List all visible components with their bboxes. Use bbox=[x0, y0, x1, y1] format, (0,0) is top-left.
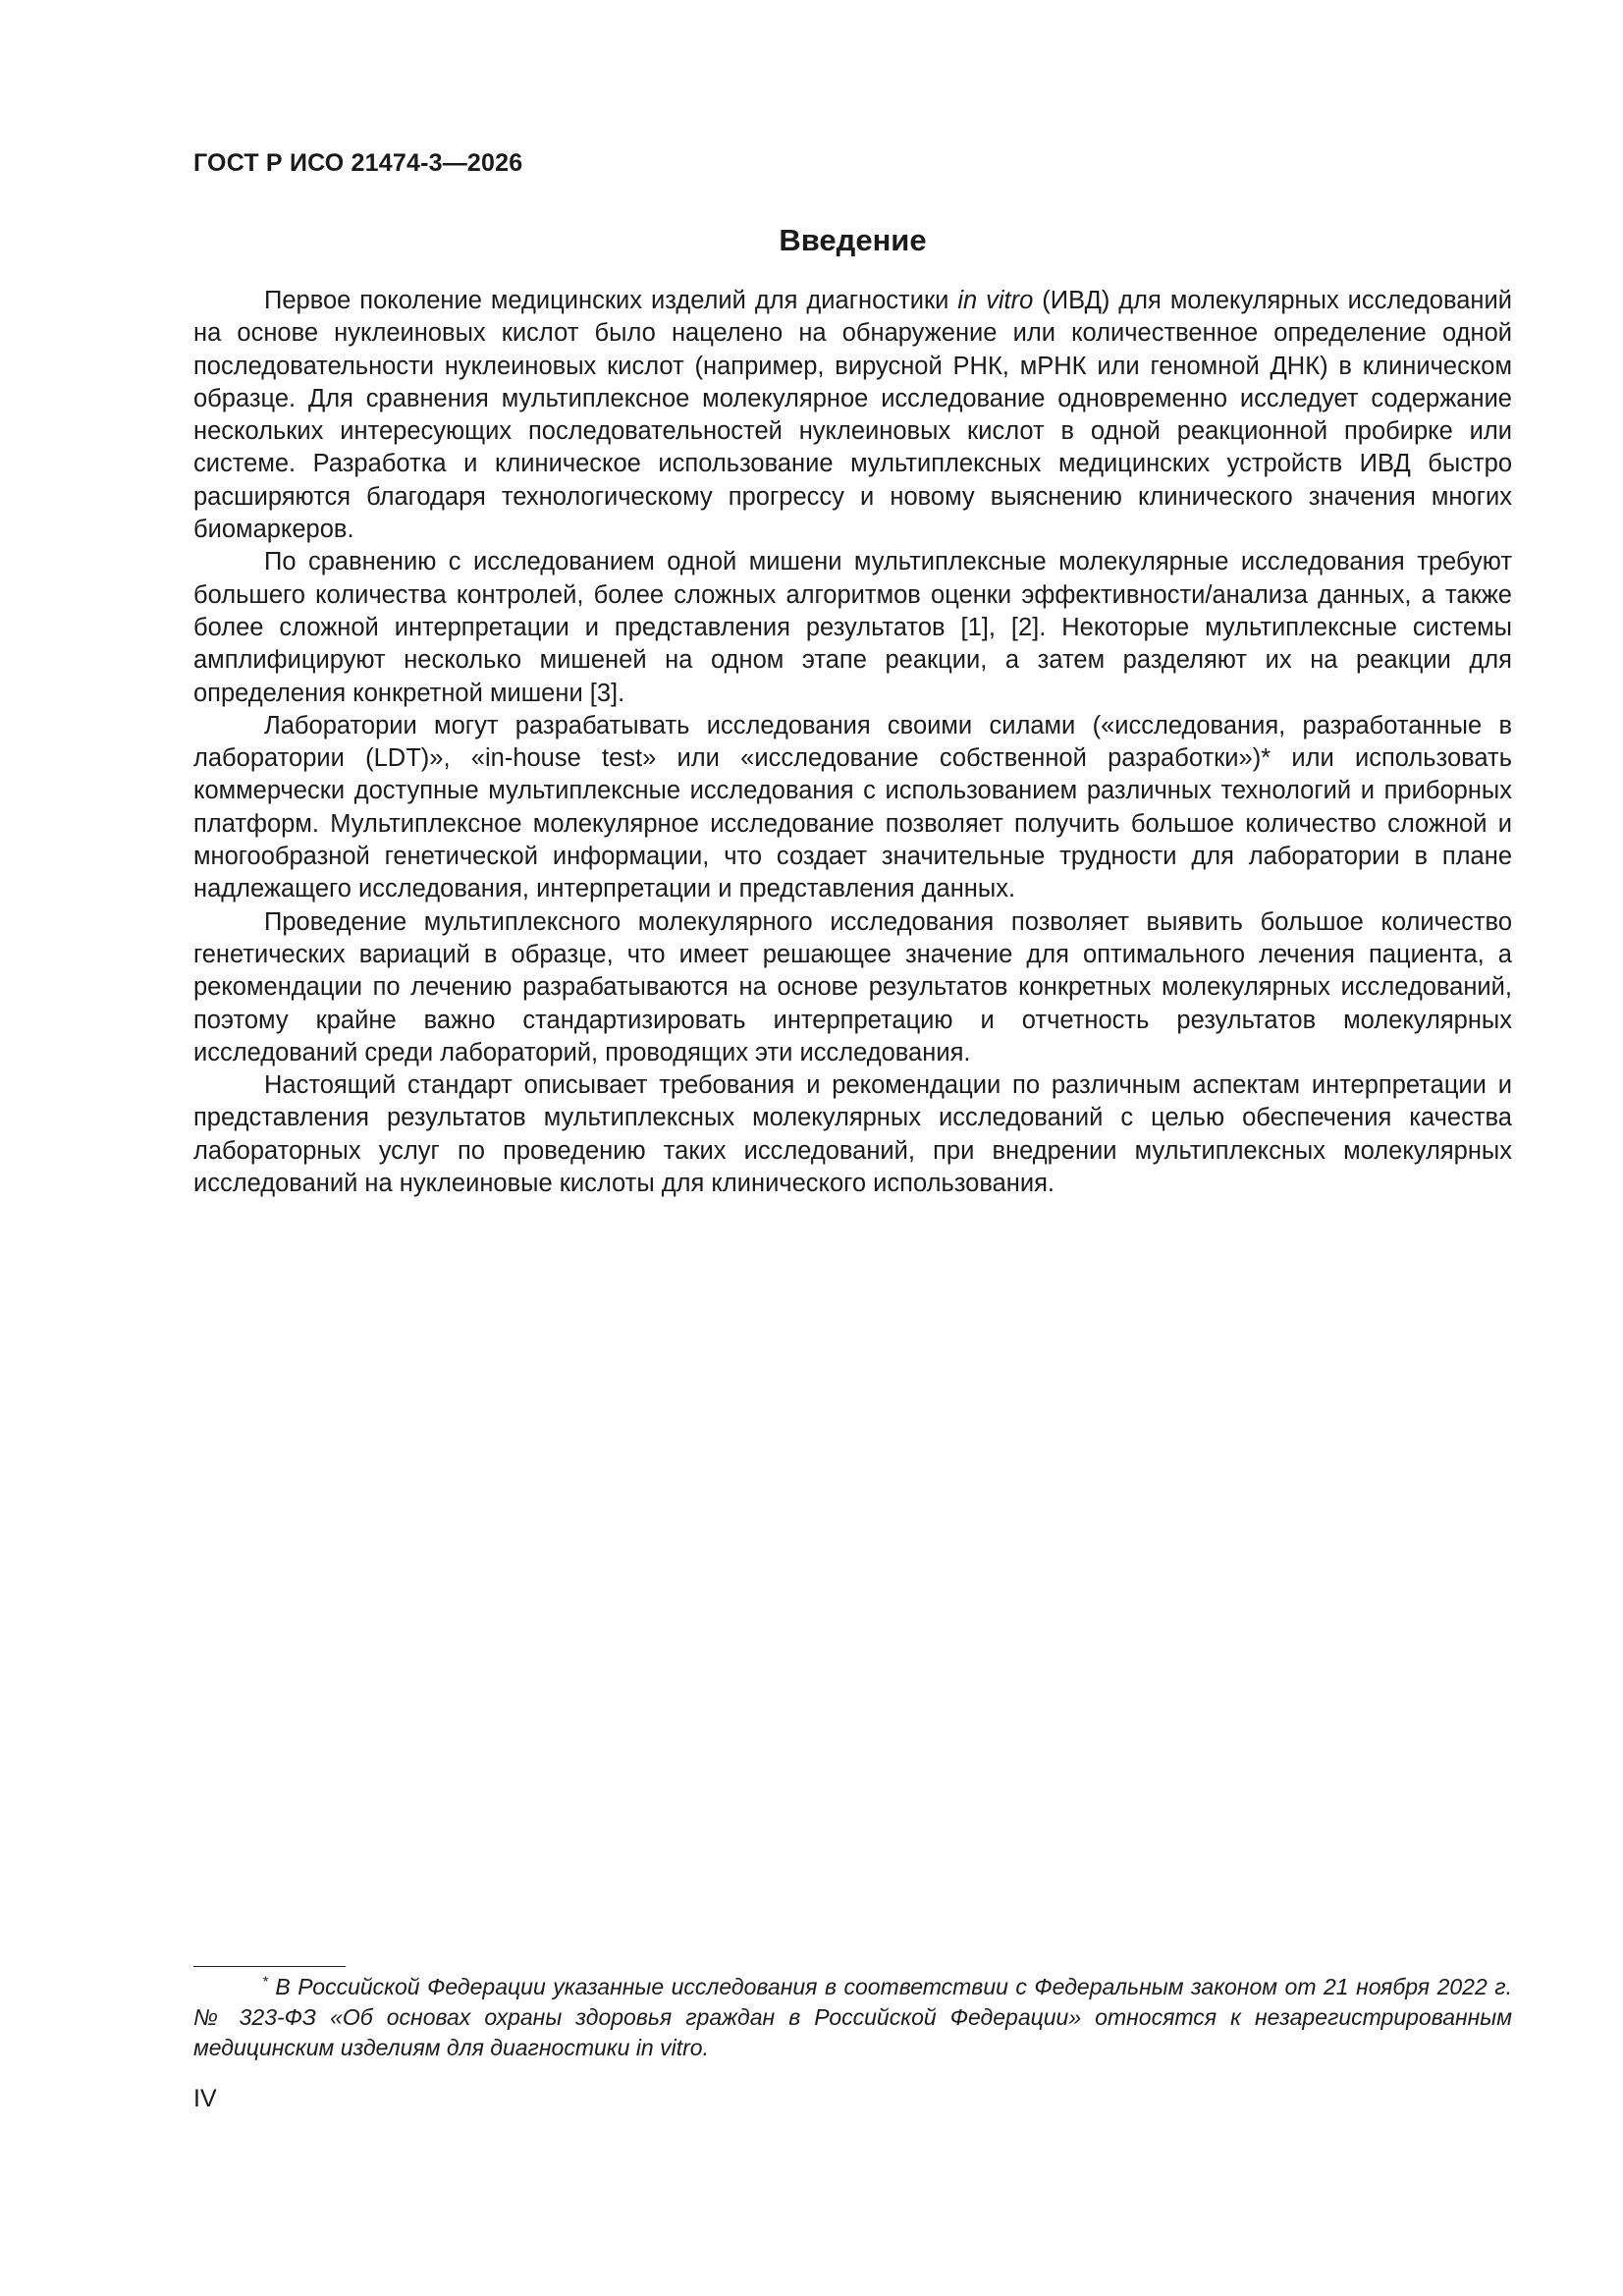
paragraph-1 bbox=[193, 285, 1512, 546]
paragraph-1-text-after: (ИВД) для молекулярных исследований на основе нуклеиновых кислот было нацелено на обнаружение или количественное определение одной последовательности нуклеиновых кислот (например, вирусной РНК, мРНК или геномной ДНК) в клиническом образце. Для сравнения мультиплексное молекулярное исследование одновременно исследует содержание нескольких интересующих последовательностей нуклеиновых кислот в одной реакционной пробирке или системе. Разработка и клиническое использование мультиплексных медицинских устройств ИВД быстро расширяются благодаря технологическому прогрессу и новому выяснению клинического значения многих биомаркеров. bbox=[193, 287, 1512, 544]
page-number: IV bbox=[193, 2085, 217, 2112]
footnote-marker: * bbox=[262, 1973, 268, 1991]
footnote-divider bbox=[193, 1966, 346, 1967]
paragraph-5: Настоящий стандарт описывает требования и рекомендации по различным аспектам интерпретации и представления результатов мультиплексных молекулярных исследований с целью обеспечения качества лабораторных услуг по проведению таких исследований, при внедрении мультиплексных молекулярных исследований на нуклеиновые кислоты для клинического использования. bbox=[193, 1071, 1512, 1198]
section-title: Введение bbox=[779, 223, 927, 257]
document-code-header: ГОСТ Р ИСО 21474-3—2026 bbox=[193, 149, 523, 177]
footnote bbox=[193, 1972, 1512, 2063]
paragraph-4: Проведение мультиплексного молекулярного исследования позволяет выявить большое количество генетических вариаций в образце, что имеет решающее значение для оптимального лечения пациента, а рекомендации по лечению разрабатываются на основе результатов конкретных молекулярных исследований, поэтому крайне важно стандартизировать интерпретацию и отчетность результатов молекулярных исследований среди лабораторий, проводящих эти исследования. bbox=[193, 907, 1512, 1066]
footnote-text: В Российской Федерации указанные исследования в соответствии с Федеральным законом от 21 ноября 2022 г. № 323-ФЗ «Об основах охраны здоровья граждан в Российской Федерации» относятся к незарегистрированным медицинским изделиям для диагностики in vitro. bbox=[193, 1974, 1512, 2060]
body-text bbox=[193, 285, 1512, 1200]
paragraph-1-italic-term: in vitro bbox=[957, 287, 1034, 314]
paragraph-1-text-before: Первое поколение медицинских изделий для диагностики bbox=[264, 287, 958, 314]
paragraph-3: Лаборатории могут разрабатывать исследования своими силами («исследования, разработанные в лаборатории (LDT)», «in-house test» или «исследование собственной разработки»)* или использовать коммерчески доступные мультиплексные исследования с использованием различных технологий и приборных платформ. Мультиплексное молекулярное исследование позволяет получить большое количество сложной и многообразной генетической информации, что создает значительные трудности для лаборатории в плане надлежащего исследования, интерпретации и представления данных. bbox=[193, 711, 1512, 903]
paragraph-2: По сравнению с исследованием одной мишени мультиплексные молекулярные исследования требуют большего количества контролей, более сложных алгоритмов оценки эффективности/анализа данных, а также более сложной интерпретации и представления результатов [1], [2]. Некоторые мультиплексные системы амплифицируют несколько мишеней на одном этапе реакции, а затем разделяют их на реакции для определения конкретной мишени [3]. bbox=[193, 548, 1512, 707]
